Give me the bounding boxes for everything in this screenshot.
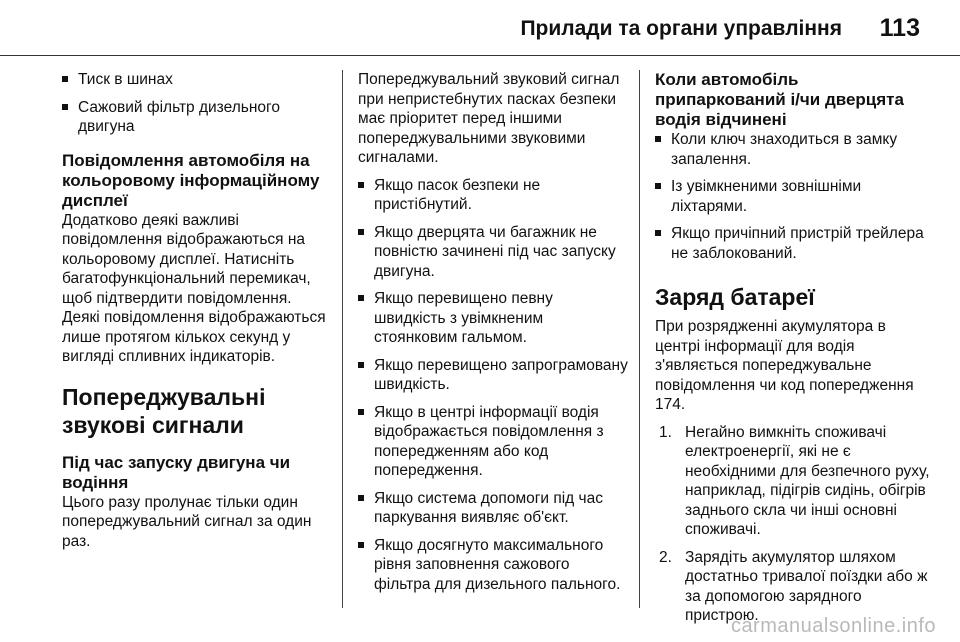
list-item: Якщо перевищено певну швидкість з увімкненим стоянковим гальмом. (358, 289, 628, 348)
bullet-square-icon (655, 136, 661, 142)
paragraph-start-driving: Цього разу пролунає тільки один попереджувальний сигнал за один раз. (62, 493, 312, 550)
list-item: Коли ключ знаходиться в замку запалення. (655, 130, 930, 169)
page-number: 113 (879, 14, 920, 42)
bullet-square-icon (655, 230, 661, 236)
list-item: Якщо досягнуто максимального рівня заповнення сажового фільтра для дизельного пального. (358, 536, 628, 595)
list-item: Якщо система допомоги під час паркування виявляє об'єкт. (358, 489, 628, 528)
bullet-square-icon (358, 495, 364, 501)
list-item: Із увімкненими зовнішніми ліхтарями. (655, 177, 930, 216)
list-item: Якщо пасок безпеки не пристібнутий. (358, 176, 628, 215)
list-item: Тиск в шинах (62, 70, 330, 90)
paragraph-battery: При розрядженні акумулятора в центрі інформації для водія з'являється попереджувальне повідомлення чи код попередження 174. (655, 318, 914, 413)
bullet-list (62, 70, 330, 137)
bullet-list (358, 176, 628, 595)
paragraph-display-messages: Додатково деякі важливі повідомлення відображаються на кольоровому дисплеї. Натисніть багатофункціональний перемикач, щоб підтвердити повідомлення. Деякі повідомлення відображаються лише протягом кількох секунд у вигляді спливних індикаторів. (62, 211, 326, 365)
running-head-title: Прилади та органи управління (520, 17, 842, 40)
section-heading-warning-chimes: Попереджувальні звукові сигнали (62, 383, 266, 438)
column-divider-1 (342, 70, 343, 608)
paragraph-seatbelt-priority: Попереджувальний звуковий сигнал при непристебнутих пасках безпеки має пріоритет перед іншими попереджувальними звуковими сигналами. (358, 71, 620, 166)
header-divider (0, 55, 960, 56)
column-divider-2 (639, 70, 640, 608)
numbered-list (655, 423, 930, 626)
list-item: Якщо причіпний пристрій трейлера не заблокований. (655, 224, 930, 263)
section-heading-display-messages: Повідомлення автомобіля на кольоровому інформаційному дисплеї (62, 150, 320, 210)
bullet-square-icon (358, 362, 364, 368)
bullet-square-icon (655, 183, 661, 189)
list-item: Якщо дверцята чи багажник не повністю зачинені під час запуску двигуна. (358, 223, 628, 282)
bullet-list (655, 130, 930, 263)
column-left (62, 70, 330, 551)
subheading-start-driving: Під час запуску двигуна чи водіння (62, 452, 291, 492)
page-header (0, 0, 960, 58)
bullet-square-icon (358, 295, 364, 301)
section-heading-battery: Заряд батареї (655, 284, 815, 310)
watermark: carmanualsonline.info (730, 615, 936, 637)
list-item: 2. Зарядіть акумулятор шляхом достатньо тривалої поїздки або ж за допомогою зарядного пристрою. (659, 548, 928, 624)
bullet-square-icon (358, 229, 364, 235)
list-item: Якщо перевищено запрограмовану швидкість. (358, 356, 628, 395)
bullet-square-icon (358, 542, 364, 548)
column-middle (358, 70, 628, 602)
bullet-square-icon (358, 182, 364, 188)
list-item: 1. Негайно вимкніть споживачі електроенергії, які не є необхідними для безпечного руху, наприклад, підігрів сидінь, обігрів заднього скла чи інші основні споживачі. (659, 423, 930, 538)
section-heading-parked: Коли автомобіль припаркований і/чи дверцята водія відчинені (655, 70, 904, 129)
column-right (655, 70, 930, 634)
bullet-square-icon (62, 104, 68, 110)
list-item: Сажовий фільтр дизельного двигуна (62, 98, 330, 137)
bullet-square-icon (358, 409, 364, 415)
bullet-square-icon (62, 76, 68, 82)
list-item: Якщо в центрі інформації водія відображається повідомлення з попередженням або код попередження. (358, 403, 628, 481)
